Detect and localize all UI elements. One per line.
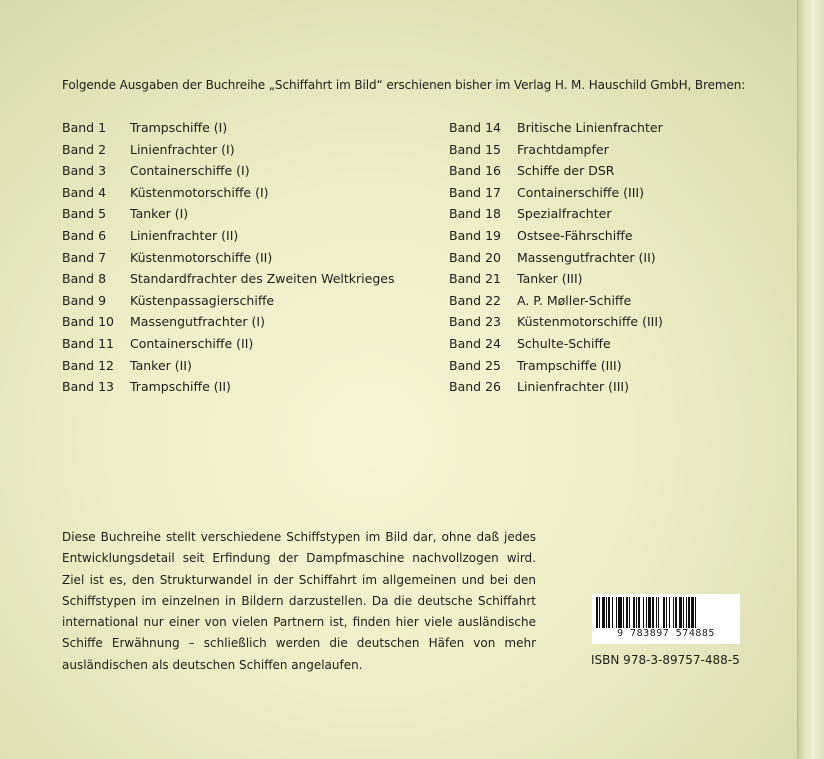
barcode-bar: [606, 597, 607, 629]
barcode-bar: [612, 597, 613, 629]
isbn-number: ISBN 978-3-89757-488-5: [591, 653, 740, 667]
band-number: Band 12: [62, 357, 114, 373]
barcode-bar: [656, 597, 657, 629]
band-number: Band 8: [62, 271, 107, 287]
band-title: Spezialfrachter: [517, 206, 612, 222]
band-title: Ostsee-Fährschiffe: [517, 227, 633, 243]
band-row: [62, 160, 394, 182]
band-row: [62, 376, 394, 398]
band-row: [449, 203, 663, 225]
band-number: Band 4: [62, 184, 107, 200]
band-row: [62, 203, 394, 225]
barcode-bar: [652, 597, 654, 629]
band-row: [449, 376, 663, 398]
band-title: Massengutfrachter (I): [130, 314, 265, 330]
barcode-bar: [648, 597, 651, 629]
band-title: Linienfrachter (I): [130, 141, 235, 157]
band-title: Schiffe der DSR: [517, 163, 615, 179]
band-row: [449, 355, 663, 377]
band-list-left: [62, 117, 394, 398]
band-row: [62, 139, 394, 161]
barcode-bar: [636, 597, 637, 629]
barcode-bar: [686, 597, 687, 629]
band-number: Band 14: [449, 120, 501, 135]
band-title: Frachtdampfer: [517, 141, 609, 157]
barcode-bar: [646, 597, 647, 629]
band-row: [449, 160, 663, 182]
band-row: [62, 225, 394, 247]
barcode-bar: [695, 597, 696, 629]
band-title: Küstenpassagierschiffe: [130, 292, 275, 308]
barcode-bar: [691, 597, 694, 629]
band-row: [449, 333, 663, 355]
band-number: Band 10: [62, 314, 114, 330]
band-title: Schulte-Schiffe: [517, 335, 611, 351]
band-row: [62, 247, 394, 269]
band-title: Küstenmotorschiffe (III): [517, 314, 663, 330]
series-description: Diese Buchreihe stellt verschiedene Schiffstypen im Bild dar, ohne daß jedes Entwicklungsdetail seit Erfindung der Dampfmaschine nachvollzogen wird. Ziel ist es, den Strukturwandel in der Schiffahrt im allgemeinen und bei den Schiffstypen im einzelnen in Bildern darzustellen. Da die deutsche Schiffahrt international nur einer von vielen Partnern ist, finden hier viele ausländische Schiffe Erwähnung – schließlich werden die deutschen Häfen von mehr ausländischen als deutschen Schiffen angelaufen.: [62, 530, 536, 672]
band-row: [449, 290, 663, 312]
band-number: Band 26: [449, 379, 501, 395]
barcode-bar: [688, 597, 690, 629]
band-title: Küstenmotorschiffe (II): [130, 249, 273, 265]
band-number: Band 22: [449, 292, 501, 308]
band-title: Tanker (I): [130, 206, 189, 222]
band-title: Trampschiffe (II): [130, 379, 231, 395]
band-number: Band 6: [62, 227, 107, 243]
band-number: Band 15: [449, 141, 501, 157]
band-number: Band 17: [449, 184, 501, 200]
band-number: Band 2: [62, 141, 107, 157]
barcode-bar: [675, 597, 677, 629]
band-title: Küstenmotorschiffe (I): [130, 184, 269, 200]
band-number: Band 11: [62, 335, 114, 351]
band-row: [449, 311, 663, 333]
barcode-bar: [596, 597, 598, 629]
band-number: Band 21: [449, 271, 501, 287]
band-row: [62, 355, 394, 377]
band-title: Trampschiffe (I): [130, 120, 228, 135]
band-number: Band 19: [449, 227, 501, 243]
band-row: [62, 311, 394, 333]
band-title: Linienfrachter (III): [517, 379, 629, 395]
band-title: Standardfrachter des Zweiten Weltkrieges: [130, 271, 395, 287]
band-row: [62, 333, 394, 355]
band-number: Band 16: [449, 163, 501, 179]
band-number: Band 23: [449, 314, 501, 330]
band-title: Trampschiffe (III): [517, 357, 622, 373]
band-title: Containerschiffe (I): [130, 163, 250, 179]
band-title: Britische Linienfrachter: [517, 120, 663, 135]
barcode-bar: [602, 597, 605, 629]
band-number: Band 9: [62, 292, 107, 308]
band-title: A. P. Møller-Schiffe: [517, 292, 632, 308]
band-number: Band 5: [62, 206, 107, 222]
barcode-bar: [608, 597, 610, 629]
barcode-bar: [643, 597, 644, 629]
band-title: Tanker (III): [517, 271, 583, 287]
band-row: [62, 182, 394, 204]
barcode-bar: [599, 597, 600, 629]
band-number: Band 7: [62, 249, 107, 265]
barcode-bar: [618, 597, 622, 629]
barcode-bars: [595, 597, 737, 629]
barcode-bar: [663, 597, 665, 629]
band-title: Linienfrachter (II): [130, 227, 239, 243]
barcode-bar: [658, 597, 659, 629]
band-row: [449, 182, 663, 204]
band-number: Band 13: [62, 379, 114, 395]
band-title: Containerschiffe (III): [517, 184, 644, 200]
barcode-bar: [679, 597, 682, 629]
barcode-bar: [626, 597, 628, 629]
band-title: Tanker (II): [130, 357, 192, 373]
barcode-bar: [616, 597, 617, 629]
band-title: Massengutfrachter (II): [517, 249, 656, 265]
barcode-bar: [623, 597, 624, 629]
barcode-digits: 9 783897 574885: [592, 628, 740, 639]
band-number: Band 20: [449, 249, 501, 265]
cover-edge: [797, 0, 824, 759]
band-number: Band 1: [62, 120, 107, 135]
band-number: Band 18: [449, 206, 501, 222]
barcode-bar: [629, 597, 630, 629]
barcode-bar: [683, 597, 684, 629]
band-number: Band 25: [449, 357, 501, 373]
band-row: [449, 247, 663, 269]
barcode-bar: [673, 597, 674, 629]
band-row: [62, 117, 394, 139]
barcode-bar: [638, 597, 640, 629]
band-row: [449, 268, 663, 290]
band-number: Band 24: [449, 335, 501, 351]
band-title: Containerschiffe (II): [130, 335, 254, 351]
barcode-bar: [666, 597, 667, 629]
barcode: [592, 594, 740, 644]
band-row: [62, 290, 394, 312]
barcode-bar: [633, 597, 635, 629]
band-row: [449, 117, 663, 139]
series-intro-text: Folgende Ausgaben der Buchreihe „Schiffahrt im Bild“ erschienen bisher im Verlag H. M. Hauschild GmbH, Bremen:: [62, 78, 746, 92]
band-row: [449, 139, 663, 161]
band-list-right: [449, 117, 663, 398]
band-number: Band 3: [62, 163, 107, 179]
band-row: [449, 225, 663, 247]
barcode-bar: [669, 597, 670, 629]
band-row: [62, 268, 394, 290]
